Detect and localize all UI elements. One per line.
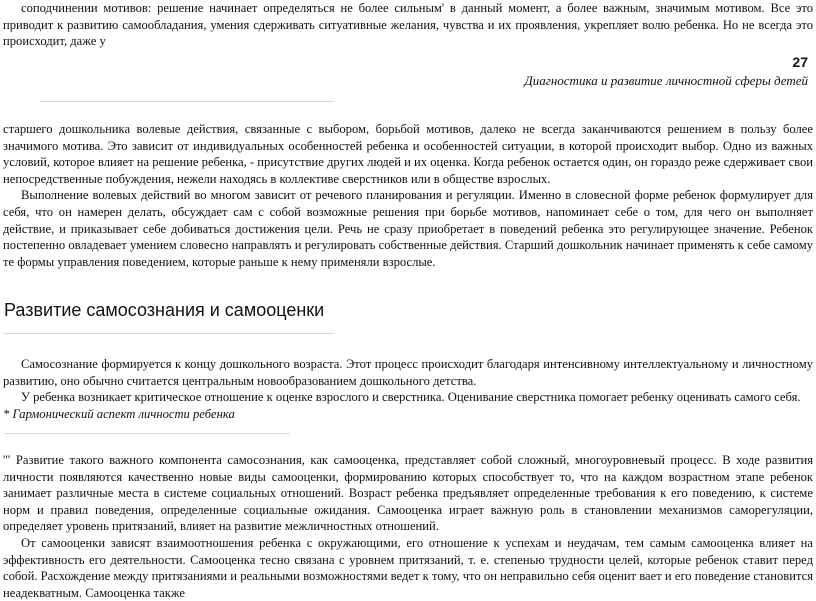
self-awareness-paragraph-1: Самосознание формируется к концу дошкольного возраста. Этот процесс происходит благодаря интенсивному интеллектуальному и личностному развитию, оно обычно считается центральным новообразованием дошкольного детства. [3,357,813,388]
italic-note: * Гармонический аспект личности ребенка [3,406,235,421]
top-text-block [3,0,813,50]
heading-divider [4,333,334,334]
self-esteem-paragraph-1: '" Развитие такого важного компонента самосознания, как самооценка, представляет собой сложный, многоуровневый процесс. В ходе развития личности появляются качественно новые виды самооценки, формированию которых способствует то, что на каждом возрастном этапе ребенок занимает различные места в системе социальных отношений. Возраст ребенка предъявляет определенные требования к его поведению, к системе норм и правил поведения, определенные социальные ожидания. Самооценка играет важную роль в становлении механизмов саморегуляции, определяет уровень притязаний, влияет на развитие межличностных отношений. [3,453,813,534]
running-title: Диагностика и развитие личностной сферы детей [524,73,808,88]
section-self-awareness [3,356,813,422]
top-paragraph: соподчинении мотивов: решение начинает определяться не более сильным' в данный момент, а более важным, значимым мотивом. Все это приводит к развитию самообладания, умения сдерживать ситуативные желания, чувства и их проявления, укрепляет волю ребенка. Но не всегда это происходит, даже у [3,1,813,49]
self-esteem-paragraph-2: От самооценки зависят взаимоотношения ребенка с окружающими, его отношение к успехам и неудачам, тем самым самооценка влияет на эффективность его деятельности. Самооценка тесно связана с уровнем притязаний, т. е. степенью трудности целей, которые ребенок ставит перед собой. Расхождение между притязаниями и реальными возможностями ведет к тому, что он неправильно себя оценит вает и его поведение становится неадекватным. Самооценка также [3,535,813,600]
volition-paragraph-2: Выполнение волевых действий во многом зависит от речевого планирования и регуляции. Именно в словесной форме ребенок формулирует для себя, что он намерен делать, обсуждает сам с собой возможные решения при борьбе мотивов, напоминает себе о том, для чего он выполняет действие, и приказывает себе добиваться достижения цели. Речь не сразу приобретает в поведений ребенка это регулирующее значение. Ребенок постепенно овладевает умением словесно направлять и регулировать собственные действия. Старший дошкольник начинает применять к себе самому те формы управления поведением, которые раньше к нему применяли взрослые. [3,188,813,269]
section-self-esteem [3,452,813,601]
header-divider [40,101,334,102]
page-number: 27 [792,54,808,70]
volition-paragraph-1: старшего дошкольника волевые действия, связанные с выбором, борьбой мотивов, далеко не всегда заканчиваются решением в пользу более значимого мотива. Это зависит от индивидуальных особенностей ребенка и особенностей ситуации, в которой происходит выбор. Одно из важных условий, которое влияет на решение ребенка, - присутствие других людей и их оценка. Когда ребенок остается один, он гораздо реже сдерживает свои непосредственные побуждения, нежели находясь в коллективе сверстников или в обществе взрослых. [3,122,813,186]
section-volition [3,121,813,270]
section-heading: Развитие самосознания и самооценки [4,300,325,320]
note-divider [4,433,290,434]
self-awareness-paragraph-2: У ребенка возникает критическое отношение к оценке взрослого и сверстника. Оценивание сверстника помогает ребенку оценивать самого себя. [21,390,801,405]
